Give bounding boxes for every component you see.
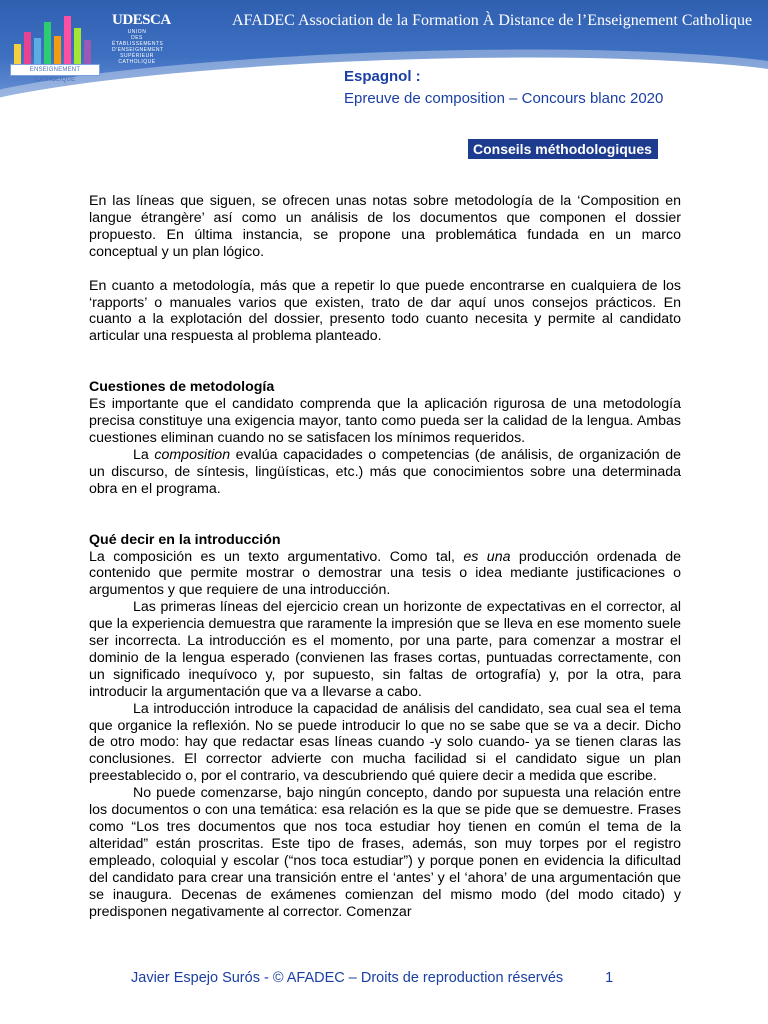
paragraph: En cuanto a metodología, más que a repetir lo que puede encontrarse en cualquiera de los ‘rapports’ o manuales varios que existen, trato de dar aquí unos consejos prácticos. En cuanto a la explotación del dossier, presento todo cuanto necesita y permite al candidato articular una respuesta al problema planteado. bbox=[89, 277, 681, 345]
logo-bar bbox=[44, 22, 51, 66]
paragraph: Las primeras líneas del ejercicio crean un horizonte de expectativas en el corrector, al que la experiencia demuestra que raramente la impresión que se lleva en ese momento suele ser incorrecta. La introducción es el momento, por una parte, para comenzar a mostrar el dominio de la lengua esperado (convienen las frases cortas, puntuadas correctamente, con un significado inequívoco y, por supuesto, sin faltas de ortografía) y, por la otra, para introducir la argumentación que va a llevarse a cabo. bbox=[89, 599, 681, 700]
paragraph: Es importante que el candidato comprenda que la aplicación rigurosa de una metodología precisa constituye una exigencia mayor, tanto como pueda ser la calidad de la lengua. Ambas cuestiones eliminan cuando no se satisfacen los mínimos requeridos. bbox=[89, 396, 681, 446]
paragraph: La introducción introduce la capacidad de análisis del candidato, sea cual sea el tema que organice la reflexión. No se puede introducir lo que no se sabe que se va a decir. Dicho de otro modo: hay que redactar esas líneas cuando -y solo cuando- ya se tienen claras las conclusiones. El corrector advierte con mucha facilidad si el candidato sigue un plan preestablecido o, por el contrario, va descubriendo qué quiere decir a medida que escribe. bbox=[89, 700, 681, 785]
emphasis: composition bbox=[154, 446, 231, 463]
logo-bar bbox=[24, 32, 31, 66]
udesca-sub-line: D'ENSEIGNEMENT bbox=[112, 47, 164, 53]
udesca-logo bbox=[112, 12, 171, 65]
paragraph bbox=[89, 447, 681, 498]
text-run: La bbox=[133, 446, 155, 463]
subject-title: Epreuve de composition – Concours blanc 2020 bbox=[344, 90, 664, 107]
page-footer bbox=[131, 970, 613, 986]
paragraph bbox=[89, 549, 681, 600]
logo-bar bbox=[54, 36, 61, 66]
logo-bar bbox=[84, 40, 91, 66]
logo-bar bbox=[64, 16, 71, 66]
emphasis: es una bbox=[463, 548, 511, 565]
text-run: evalúa capacidades o competencias (de análisis, de organización de un discurso, de síntesis, lingüísticas, etc.) más que conocimientos sobre una determinada obra en el programa. bbox=[89, 446, 681, 497]
logo-bar bbox=[14, 44, 21, 66]
page-number: 1 bbox=[605, 970, 614, 986]
section-badge: Conseils méthodologiques bbox=[468, 139, 658, 159]
section-heading: Qué decir en la introducción bbox=[89, 531, 281, 548]
udesca-sub-line: ÉTABLISSEMENTS bbox=[112, 41, 164, 47]
text-run: La composición es un texto argumentativo. Como tal, bbox=[89, 548, 464, 565]
logo-caption: ENSEIGNEMENT CATHOLIQUE bbox=[10, 64, 100, 76]
udesca-subtitle bbox=[112, 29, 162, 65]
footer-copyright: Javier Espejo Surós - © AFADEC – Droits de reproduction réservés bbox=[131, 970, 564, 986]
udesca-sub-line: DES bbox=[131, 35, 143, 41]
section-heading: Cuestiones de metodología bbox=[89, 379, 275, 396]
subject-block bbox=[344, 68, 663, 107]
udesca-sub-line: SUPÉRIEUR bbox=[120, 53, 154, 59]
logo-bar bbox=[34, 38, 41, 66]
udesca-sub-line: CATHOLIQUE bbox=[118, 59, 156, 65]
text-run: producción ordenada de contenido que permite mostrar o demostrar una tesis o idea mediante justificaciones o argumentos y que requiere de una introducción. bbox=[89, 548, 681, 599]
logo-bar bbox=[74, 28, 81, 66]
paragraph: En las líneas que siguen, se ofrecen unas notas sobre metodología de la ‘Composition en langue étrangère’ así como un análisis de los documentos que componen el dossier propuesto. En última instancia, se propone una problemática fundada en un marco conceptual y un plan lógico. bbox=[89, 193, 681, 260]
banner-title: AFADEC Association de la Formation À Distance de l’Enseignement Catholique bbox=[232, 12, 753, 29]
udesca-sub-line: UNION bbox=[127, 29, 147, 35]
udesca-name: UDESCA bbox=[112, 12, 171, 28]
subject-label: Espagnol : bbox=[344, 68, 421, 85]
document-body bbox=[89, 193, 681, 920]
paragraph: No puede comenzarse, bajo ningún concepto, dando por supuesta una relación entre los documentos o con una temática: esa relación es la que se pide que se demuestre. Frases como “Los tres documentos que nos toca estudiar hoy tienen en común el tema de la alteridad” están proscritas. Este tipo de frases, además, son muy torpes por el registro empleado, coloquial y escolar (“nos toca estudiar”) y porque ponen en evidencia la dificultad del candidato para crear una transición entre el ‘antes’ y el ‘ahora’ de una argumentación que se inaugura. Decenas de exámenes comienzan del mismo modo (del modo citado) y predisponen negativamente al corrector. Comenzar bbox=[89, 785, 681, 920]
